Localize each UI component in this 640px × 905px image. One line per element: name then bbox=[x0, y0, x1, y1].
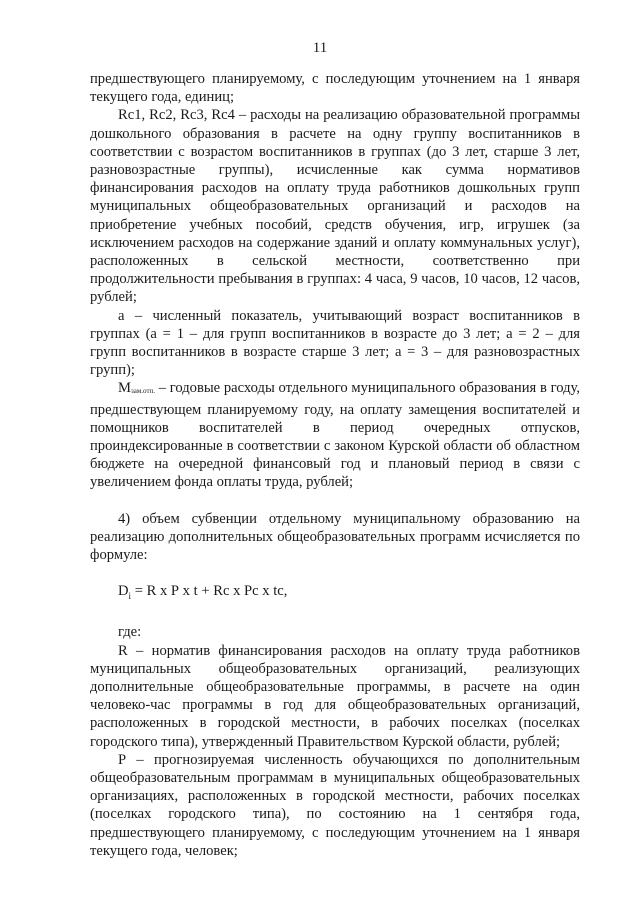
paragraph-a-definition: а – численный показатель, учитывающий возраст воспитанников в группах (а = 1 – для групп воспитанников в возрасте до 3 лет; а = 2 – для групп воспитанников в возрасте старше 3 лет; а = 3 – для разновозрастных групп); bbox=[90, 307, 580, 379]
paragraph-where: где: bbox=[118, 624, 142, 641]
page-number: 11 bbox=[312, 40, 328, 56]
paragraph-m-definition bbox=[90, 379, 580, 491]
paragraph-rc-definition: Rc1, Rc2, Rc3, Rc4 – расходы на реализацию образовательной программы дошкольного образования в расчете на одну группу воспитанников в соответствии с возрастом воспитанников в группах (до 3 лет, старше 3 лет, разновозрастные группы), исчисленные как сумма нормативов финансирования расходов на оплату труда работников дошкольных групп муниципальных общеобразовательных организаций и расходов на приобретение учебных пособий, средств обучения, игр, игрушек (за исключением расходов на содержание зданий и оплату коммунальных услуг), расположенных в сельской местности, соответственно при продолжительности пребывания в группах: 4 часа, 9 часов, 10 часов, 12 часов, рублей; bbox=[90, 107, 580, 306]
document-body bbox=[90, 70, 580, 860]
paragraph-r-definition: R – норматив финансирования расходов на оплату труда работников муниципальных общеобразовательных организаций, реализующих дополнительные общеобразовательные программы, в расчете на один человеко-час программы в год для общеобразовательных организаций, расположенных в городской местности, в рабочих поселках (поселках городского типа), утвержденный Правительством Курской области, рублей; bbox=[90, 642, 580, 750]
paragraph-continuation: предшествующего планируемому, с последующим уточнением на 1 января текущего года, единиц; bbox=[90, 71, 580, 106]
formula bbox=[90, 582, 580, 605]
formula-subscript: i bbox=[128, 591, 132, 602]
paragraph-p-definition: Р – прогнозируемая численность обучающихся по дополнительным общеобразовательным программам в муниципальных общеобразовательных организациях, расположенных в городской местности, рабочих поселках (поселках городского типа), по состоянию на 1 сентября года, предшествующего планируемому, с последующим уточнением на 1 января текущего года, человек; bbox=[90, 751, 580, 859]
formula-rest: = R х Р х t + Rc х Рс х tc, bbox=[131, 583, 288, 600]
m-definition-text: – годовые расходы отдельного муниципального образования в году, предшествующем планируемому году, на оплату замещения воспитателей и помощников воспитателей в период очередных отпусков, проиндексированные в соответствии с законом Курской области об областном бюджете на очередной финансовый год и плановый период в связи с увеличением фонда оплаты труда, рублей; bbox=[90, 380, 580, 491]
formula-lead: D bbox=[118, 583, 129, 600]
m-symbol: М bbox=[118, 380, 131, 397]
paragraph-item-4: 4) объем субвенции отдельному муниципальному образованию на реализацию дополнительных общеобразовательных программ исчисляется по формуле: bbox=[90, 510, 580, 564]
m-subscript: зам.отп. bbox=[130, 387, 155, 396]
